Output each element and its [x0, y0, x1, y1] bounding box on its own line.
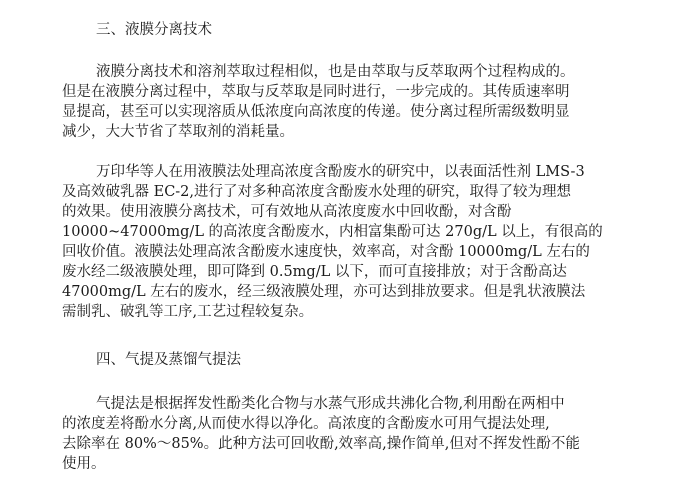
- text-line: 10000~47000mg/L 的高浓度含酚废水，内相富集酚可达 270g/L 以上，有很高的: [62, 224, 603, 240]
- text-line: 去除率在 80%～85%。此种方法可回收酚,效率高,操作简单,但对不挥发性酚不能: [62, 436, 580, 452]
- text-line: 47000mg/L 左右的废水，经三级液膜处理，亦可达到排放要求。但是乳状液膜法: [62, 284, 586, 300]
- text-line: 但是在液膜分离过程中，萃取与反萃取是同时进行，一步完成的。其传质速率明: [62, 84, 570, 100]
- text-line: 需制乳、破乳等工序,工艺过程较复杂。: [62, 304, 314, 320]
- text-line: 气提法是根据挥发性酚类化合物与水蒸气形成共沸化合物,利用酚在两相中: [96, 396, 565, 412]
- text-line: 液膜分离技术和溶剂萃取过程相似，也是由萃取与反萃取两个过程构成的。: [96, 64, 575, 80]
- text-line: 回收价值。液膜法处理高浓含酚废水速度快，效率高，对含酚 10000mg/L 左右的: [62, 244, 590, 260]
- text-line: 减少，大大节省了萃取剂的消耗量。: [62, 124, 294, 140]
- text-line: 万印华等人在用液膜法处理高浓度含酚废水的研究中，以表面活性剂 LMS-3: [96, 164, 585, 180]
- text-line: 及高效破乳器 EC-2,进行了对多种高浓度含酚废水处理的研究，取得了较为理想: [62, 184, 572, 200]
- text-line: 显提高，甚至可以实现溶质从低浓度向高浓度的传递。使分离过程所需级数明显: [62, 104, 570, 120]
- section-4-heading: 四、气提及蒸馏气提法: [96, 352, 241, 368]
- section-4-paragraph-1: [62, 394, 622, 474]
- text-line: 废水经二级液膜处理，即可降到 0.5mg/L 以下，而可直接排放；对于含酚高达: [62, 264, 567, 280]
- text-line: 的效果。使用液膜分离技术，可有效地从高浓度废水中回收酚，对含酚: [62, 204, 512, 220]
- text-line: 的浓度差将酚水分离,从而使水得以净化。高浓度的含酚废水可用气提法处理,: [62, 416, 550, 432]
- text-line: 使用。: [62, 456, 106, 472]
- section-3-paragraph-2: [62, 162, 622, 322]
- section-3-heading: 三、液膜分离技术: [96, 22, 212, 38]
- watermark: [300, 322, 530, 348]
- section-3-paragraph-1: [62, 62, 622, 142]
